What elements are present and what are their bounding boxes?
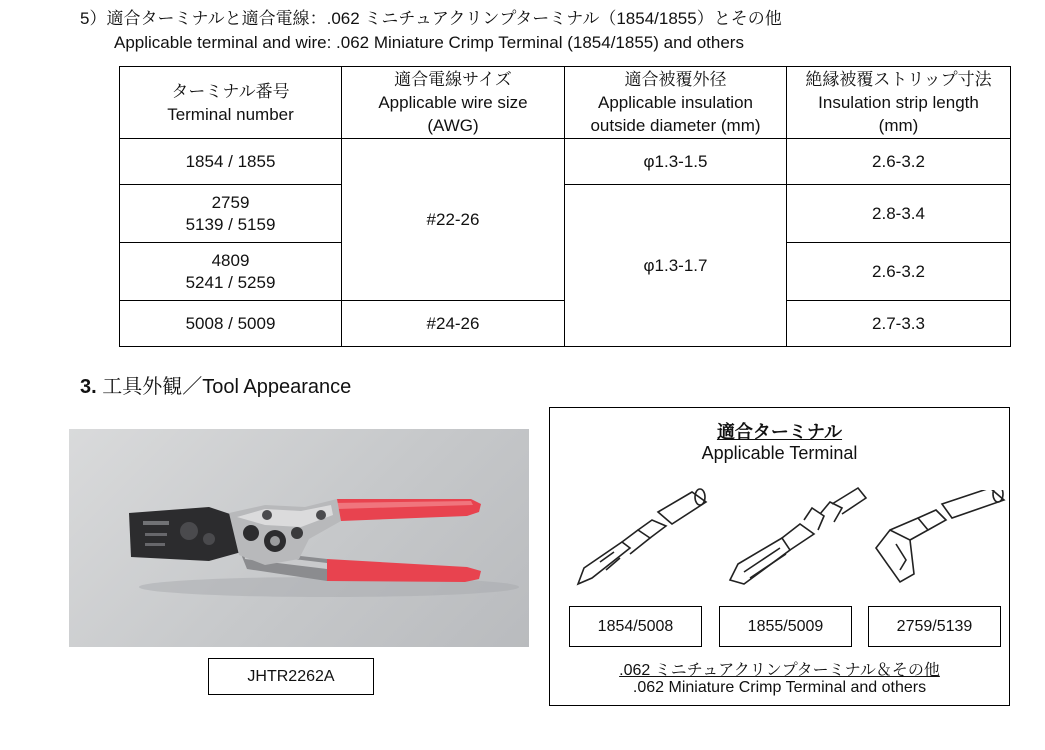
- terminal-number-cell: [120, 185, 342, 243]
- header-text-en-2: outside diameter (mm): [590, 116, 761, 135]
- section-title-text: 工具外観／Tool Appearance: [102, 376, 352, 398]
- applicable-terminal-panel: [549, 407, 1010, 706]
- cell-text: 2759: [211, 192, 250, 212]
- panel-footer-jp: .062 ミニチュアクリンプターミナル＆その他: [619, 662, 940, 679]
- section-number: 3.: [80, 376, 97, 398]
- panel-title-jp: 適合ターミナル: [716, 422, 843, 442]
- cell-text: 5241 / 5259: [185, 272, 276, 292]
- terminal-label-2759-5139: 2759/5139: [868, 606, 1001, 647]
- header-text-en-2: (AWG): [427, 116, 479, 135]
- tool-model-label: JHTR2262A: [208, 658, 374, 695]
- terminal-number-cell: [120, 139, 342, 185]
- cell-text: 4809: [211, 250, 250, 270]
- pivot-bolt: [243, 525, 259, 541]
- header-terminal-number: [120, 67, 342, 139]
- insulation-od-cell: φ1.3-1.5: [565, 139, 787, 185]
- strip-length-cell: 2.7-3.3: [787, 301, 1011, 347]
- header-text-en: Insulation strip length: [818, 93, 979, 112]
- cell-text: 5008 / 5009: [185, 313, 276, 333]
- header-text-jp: 適合電線サイズ: [394, 70, 512, 89]
- strip-length-cell: 2.8-3.4: [787, 185, 1011, 243]
- table-row: [120, 139, 1011, 185]
- wire-size-cell: #22-26: [342, 139, 565, 301]
- header-insulation-od: [565, 67, 787, 139]
- insulation-od-cell: φ1.3-1.7: [565, 185, 787, 347]
- lower-handle-grip: [314, 559, 481, 582]
- terminal-1854-illustration: [570, 482, 710, 592]
- terminal-1855-illustration: [720, 480, 870, 592]
- cell-text: 1854 / 1855: [185, 151, 276, 171]
- table-header-row: [120, 67, 1011, 139]
- strip-length-cell: 2.6-3.2: [787, 243, 1011, 301]
- terminal-2759-illustration: [870, 490, 1010, 590]
- header-text-en: Terminal number: [167, 104, 294, 124]
- header-text-jp: ターミナル番号: [171, 81, 290, 101]
- section-5-title-jp: 5）適合ターミナルと適合電線：.062 ミニチュアクリンプターミナル（1854/1855）とその他: [80, 9, 782, 28]
- header-text-jp: 適合被覆外径: [624, 70, 727, 89]
- table-row: [120, 185, 1011, 243]
- header-strip-length: [787, 67, 1011, 139]
- tool-photo: [69, 429, 529, 647]
- header-text-en-2: (mm): [878, 116, 919, 135]
- strip-length-cell: 2.6-3.2: [787, 139, 1011, 185]
- section-5-title-en: Applicable terminal and wire: .062 Miniature Crimp Terminal (1854/1855) and others: [114, 33, 744, 52]
- cell-text: 5139 / 5159: [185, 214, 276, 234]
- header-text-en: Applicable wire size: [378, 93, 528, 112]
- wire-size-cell: #24-26: [342, 301, 565, 347]
- terminal-label-1854-5008: 1854/5008: [569, 606, 702, 647]
- header-wire-size: [342, 67, 565, 139]
- header-text-en: Applicable insulation: [598, 93, 753, 112]
- terminal-number-cell: [120, 243, 342, 301]
- terminal-number-cell: [120, 301, 342, 347]
- panel-title-en: Applicable Terminal: [701, 443, 858, 463]
- crimp-tool-illustration: [69, 429, 529, 647]
- terminal-spec-table: [119, 66, 1011, 347]
- terminal-label-1855-5009: 1855/5009: [719, 606, 852, 647]
- panel-footer-en: .062 Miniature Crimp Terminal and others: [632, 679, 927, 696]
- header-text-jp: 絶縁被覆ストリップ寸法: [805, 70, 992, 89]
- section-3-title: [80, 376, 351, 398]
